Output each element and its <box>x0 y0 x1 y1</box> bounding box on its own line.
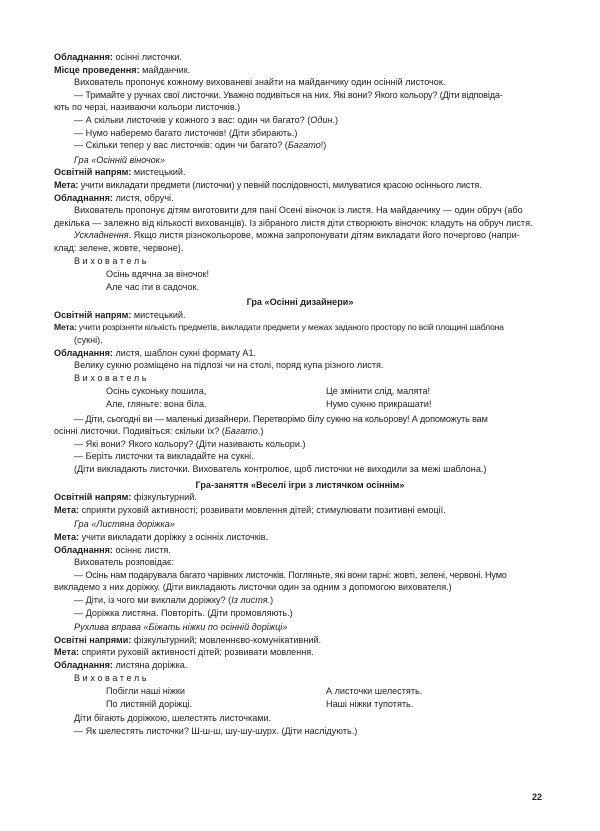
location-line <box>54 64 546 77</box>
equipment-text: осінні листочки. <box>112 52 182 62</box>
speaker-label: Вихователь <box>74 372 150 383</box>
direction-line: Освітні напрями: фізкультурний; мовленнєво-комунікативний. <box>54 634 322 645</box>
paragraph: Ускладнення. Якщо листя різнокольорове, можна запропонувати дітям викладати його почергово (напри- <box>74 230 520 241</box>
equipment-label: Обладнання: <box>54 52 113 62</box>
poem-line: Нумо сукню прикрашати! <box>326 399 432 410</box>
exercise-title: Рухлива вправа «Біжать ніжки по осінній доріжці» <box>74 622 288 633</box>
direction-line: Освітній напрям: мистецький. <box>54 167 186 178</box>
dialogue-line: — Нумо наберемо багато листочків! (Діти збирають.) <box>74 127 298 138</box>
poem <box>106 685 546 710</box>
equipment-line: Обладнання: осіннє листя. <box>54 544 171 555</box>
equipment-line: Обладнання: листяна доріжка. <box>54 659 188 670</box>
poem-column-left <box>106 385 326 410</box>
dialogue-line: — Скільки тепер у вас листочків: один чи багато? (Багато!) <box>74 140 327 151</box>
speaker-label: Вихователь <box>74 255 150 266</box>
direction-line: Освітній напрям: мистецький. <box>54 309 186 320</box>
paragraph: Вихователь розповідає: <box>74 557 175 568</box>
game-title: Гра «Осінній віночок» <box>74 154 166 165</box>
game-title: Гра «Осінні дизайнери» <box>246 297 354 308</box>
equipment-line: Обладнання: листя, обручі. <box>54 192 174 203</box>
paragraph: клад: зелене, жовте, червоне). <box>54 242 184 253</box>
dialogue-line: — Які вони? Якого кольору? (Діти називають кольори.) <box>74 438 306 449</box>
page-content <box>54 51 546 737</box>
poem <box>106 385 546 410</box>
dialogue-line: — Доріжка листяна. Повторіть. (Діти промовляють.) <box>74 607 293 618</box>
equipment-line <box>54 51 546 64</box>
page-number: 22 <box>531 792 542 802</box>
poem-line: По листяній доріжці. <box>106 698 193 709</box>
direction-line: Освітній напрям: фізкультурний. <box>54 492 197 503</box>
dialogue-line: — Тримайте у ручках свої листочки. Уважно подивіться на них. Які вони? Якого кольору? (Діти відповіда- <box>74 89 503 100</box>
sub-game-title: Гра «Листяна доріжка» <box>74 519 175 530</box>
poem-line: Це змінити слід, малята! <box>326 386 431 397</box>
dialogue-line: — Як шелестять листочки? Ш-ш-ш, шу-шу-шурх. (Діти наслідують.) <box>74 725 358 736</box>
paragraph: Вихователь пропонує кожному вихованеві знайти на майданчику один осінній листочок. <box>74 77 446 88</box>
goal-line: Мета: сприяти руховій активності дітей; розвивати мовлення. <box>54 647 314 658</box>
poem-line: Осінь суконьку пошила, <box>106 386 207 397</box>
poem-column-right <box>326 685 546 710</box>
dialogue-line: ють по черзі, називаючи кольори листочків.) <box>54 102 241 113</box>
poem-line: А листочки шелестять. <box>326 686 423 697</box>
speaker-label: Вихователь <box>74 672 150 683</box>
poem-line: Побігли наші ніжки <box>106 686 185 697</box>
goal-line: Мета: учити викладати доріжку з осінніх листочків. <box>54 531 269 542</box>
poem-line: Але час іти в садочок. <box>106 281 200 292</box>
dialogue-line: викладемо з них доріжку. (Діти викладають листочки один за одним з допомогою вихователя.) <box>54 582 452 593</box>
paragraph: Вихователь пропонує дітям виготовити для пані Осені віночок із листя. На майданчику — один обруч (або декілька — залежно від кількості вихованців). Із зібраного листя діти створюють віночок: кладуть на обруч листя. <box>54 205 533 228</box>
game-title: Гра-заняття «Веселі ігри з листячком осіннім» <box>195 479 405 490</box>
goal-line: Мета: учити розрізняти кількість предметів, викладати предмети у межах заданого простору по всій площині шаблона <box>54 322 504 333</box>
goal-line-cont: (сукні). <box>74 335 103 346</box>
dialogue-line: — Діти, сьогодні ви — маленькі дизайнери. Перетворімо білу сукню на кольорову! А допоможуть вам <box>74 413 488 424</box>
poem-column-right <box>326 385 546 410</box>
poem-column-left <box>106 685 326 710</box>
dialogue-line: осінні листочки. Подивіться: скільки їх? (Багато.) <box>54 426 264 437</box>
paragraph: Діти бігають доріжкою, шелестять листочками. <box>74 713 272 724</box>
poem-line: Наші ніжки тупотять. <box>326 698 414 709</box>
location-text: майданчик. <box>139 64 191 75</box>
goal-line: Мета: сприяти руховій активності; розвивати мовлення дітей; стимулювати позитивні емоції. <box>54 504 446 515</box>
dialogue-line: (Діти викладають листочки. Вихователь контролює, щоб листочки не виходили за межі шаблона.) <box>74 464 487 474</box>
dialogue-line: — Діти, із чого ми виклали доріжку? (Із листя.) <box>74 594 274 605</box>
poem-line: Осінь вдячна за віночок! <box>106 269 210 280</box>
poem-line: Але, гляньте: вона біла. <box>106 399 207 410</box>
equipment-line: Обладнання: листя, шаблон сукні формату А1. <box>54 347 257 358</box>
dialogue-line: — А скільки листочків у кожного з вас: один чи багато? (Один.) <box>74 114 339 125</box>
paragraph: Велику сукню розміщено на підлозі чи на столі, поряд купа різного листя. <box>74 360 384 371</box>
dialogue-line: — Осінь нам подарувала багато чарівних листочків. Погляньте, які вони гарні: жовті, зелені, червоні. Нумо <box>74 569 507 580</box>
goal-line: Мета: учити викладати предмети (листочки) у певній послідовності, милуватися красою осіннього листя. <box>54 179 482 190</box>
dialogue-line: — Беріть листочки та викладайте на сукні. <box>74 451 254 462</box>
location-label: Місце проведення: <box>54 64 140 75</box>
poem <box>106 268 546 293</box>
